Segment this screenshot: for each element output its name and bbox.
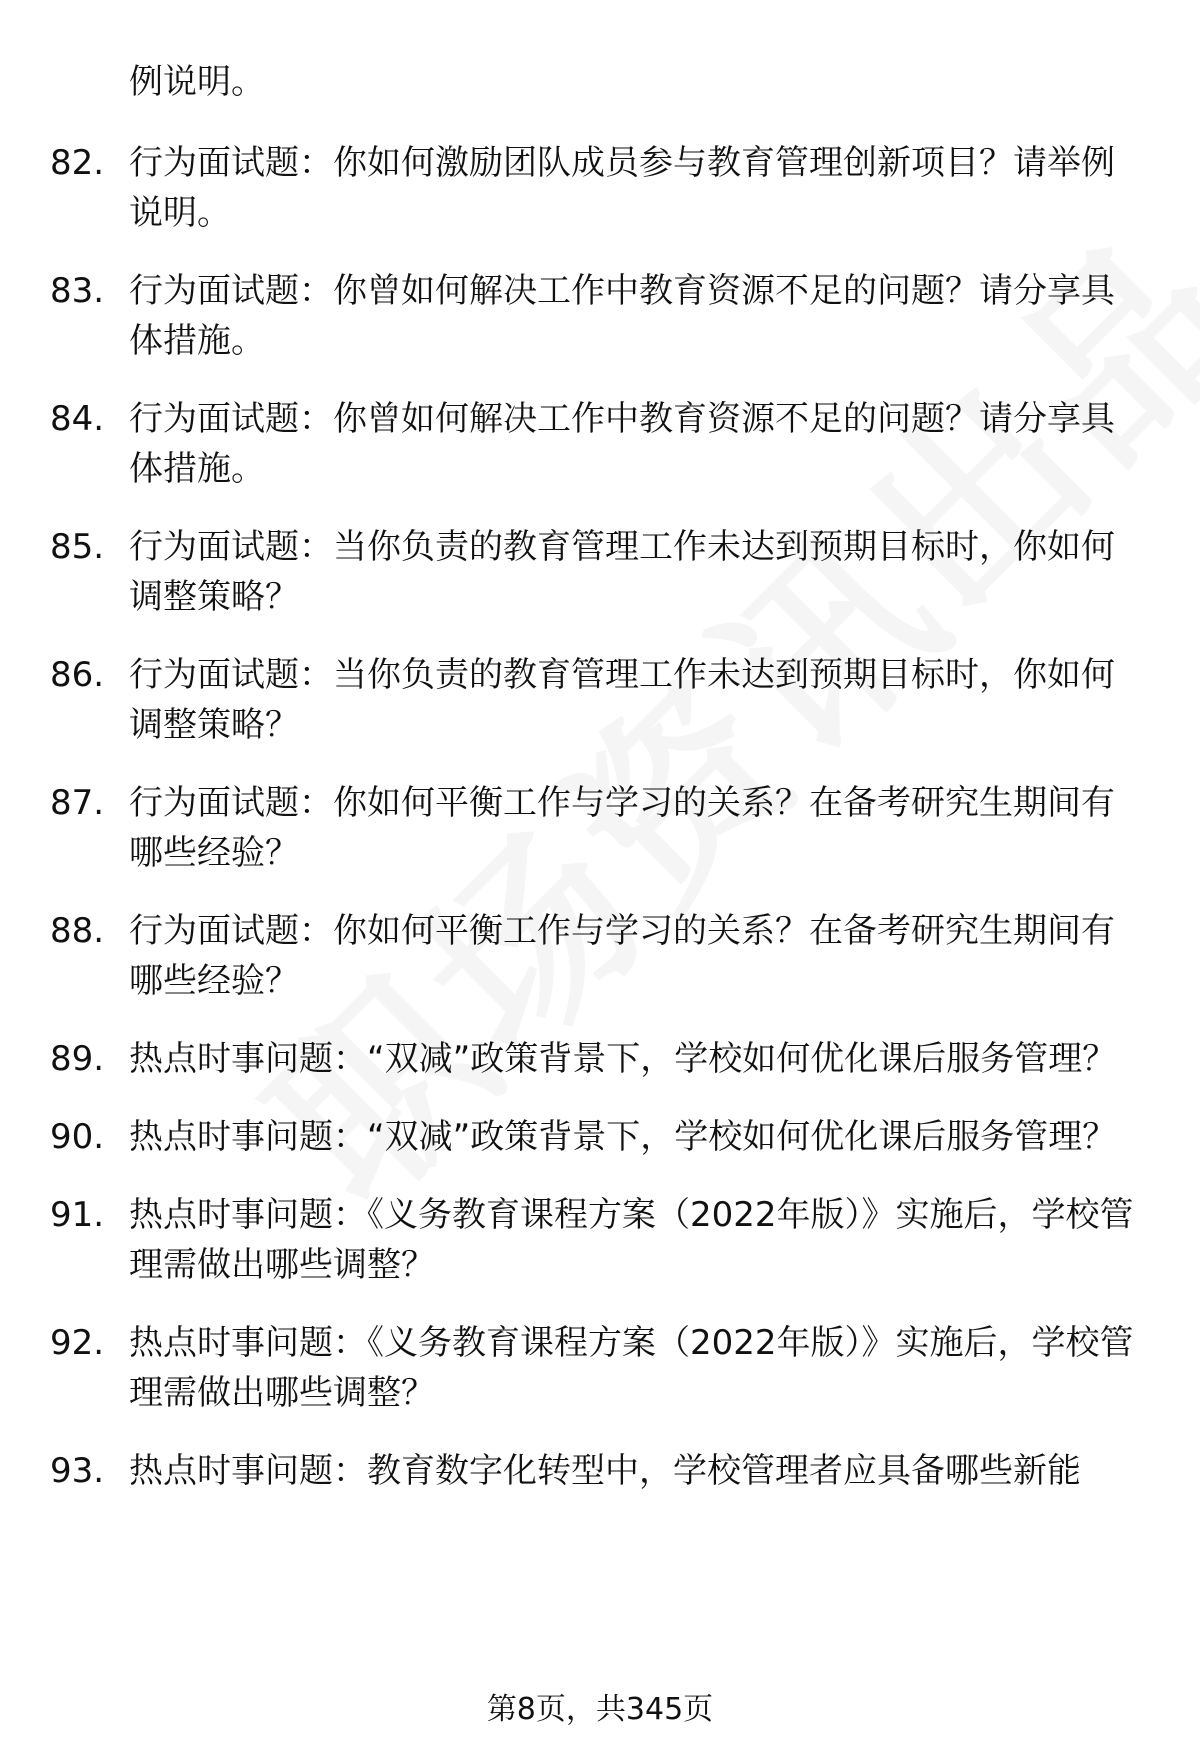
question-text: 行为面试题：你如何平衡工作与学习的关系？在备考研究生期间有哪些经验？: [129, 911, 1115, 1001]
question-item: [50, 266, 1160, 366]
question-number: 92.: [50, 1323, 105, 1363]
question-text: 行为面试题：你曾如何解决工作中教育资源不足的问题？请分享具体措施。: [129, 399, 1115, 489]
continued-text: 例说明。: [129, 62, 265, 102]
question-text: 行为面试题：你如何平衡工作与学习的关系？在备考研究生期间有哪些经验？: [129, 783, 1115, 873]
question-number: 91.: [50, 1195, 105, 1235]
question-number: 88.: [50, 911, 105, 951]
question-number: 93.: [50, 1451, 105, 1491]
question-item: [50, 1446, 1160, 1496]
question-text: 行为面试题：你如何激励团队成员参与教育管理创新项目？请举例说明。: [129, 143, 1115, 233]
question-item: [50, 778, 1160, 878]
question-number: 87.: [50, 783, 105, 823]
question-number: 89.: [50, 1039, 105, 1079]
question-text: 行为面试题：当你负责的教育管理工作未达到预期目标时，你如何调整策略？: [129, 655, 1115, 745]
question-text: 行为面试题：当你负责的教育管理工作未达到预期目标时，你如何调整策略？: [129, 527, 1115, 617]
question-number: 86.: [50, 655, 105, 695]
question-item: [50, 650, 1160, 750]
question-item: [50, 1034, 1160, 1084]
question-item: [50, 522, 1160, 622]
question-item: [50, 1318, 1160, 1418]
question-item: [50, 394, 1160, 494]
question-text: 行为面试题：你曾如何解决工作中教育资源不足的问题？请分享具体措施。: [129, 271, 1115, 361]
question-number: 82.: [50, 143, 105, 183]
question-item: [50, 1190, 1160, 1290]
question-number: 84.: [50, 399, 105, 439]
question-text: 热点时事问题：《义务教育课程方案（2022年版）》实施后，学校管理需做出哪些调整？: [129, 1323, 1134, 1413]
question-text: 热点时事问题：《义务教育课程方案（2022年版）》实施后，学校管理需做出哪些调整？: [129, 1195, 1134, 1285]
question-number: 85.: [50, 527, 105, 567]
question-number: 90.: [50, 1117, 105, 1157]
question-list: [50, 138, 1160, 1524]
question-text: 热点时事问题：“双减”政策背景下，学校如何优化课后服务管理？: [129, 1117, 1117, 1157]
page-footer: 第8页，共345页: [486, 1692, 714, 1727]
question-item: [50, 1112, 1160, 1162]
question-item: [50, 906, 1160, 1006]
question-text: 热点时事问题：“双减”政策背景下，学校如何优化课后服务管理？: [129, 1039, 1117, 1079]
question-number: 83.: [50, 271, 105, 311]
question-item: [50, 138, 1160, 238]
question-text: 热点时事问题：教育数字化转型中，学校管理者应具备哪些新能: [129, 1451, 1081, 1491]
